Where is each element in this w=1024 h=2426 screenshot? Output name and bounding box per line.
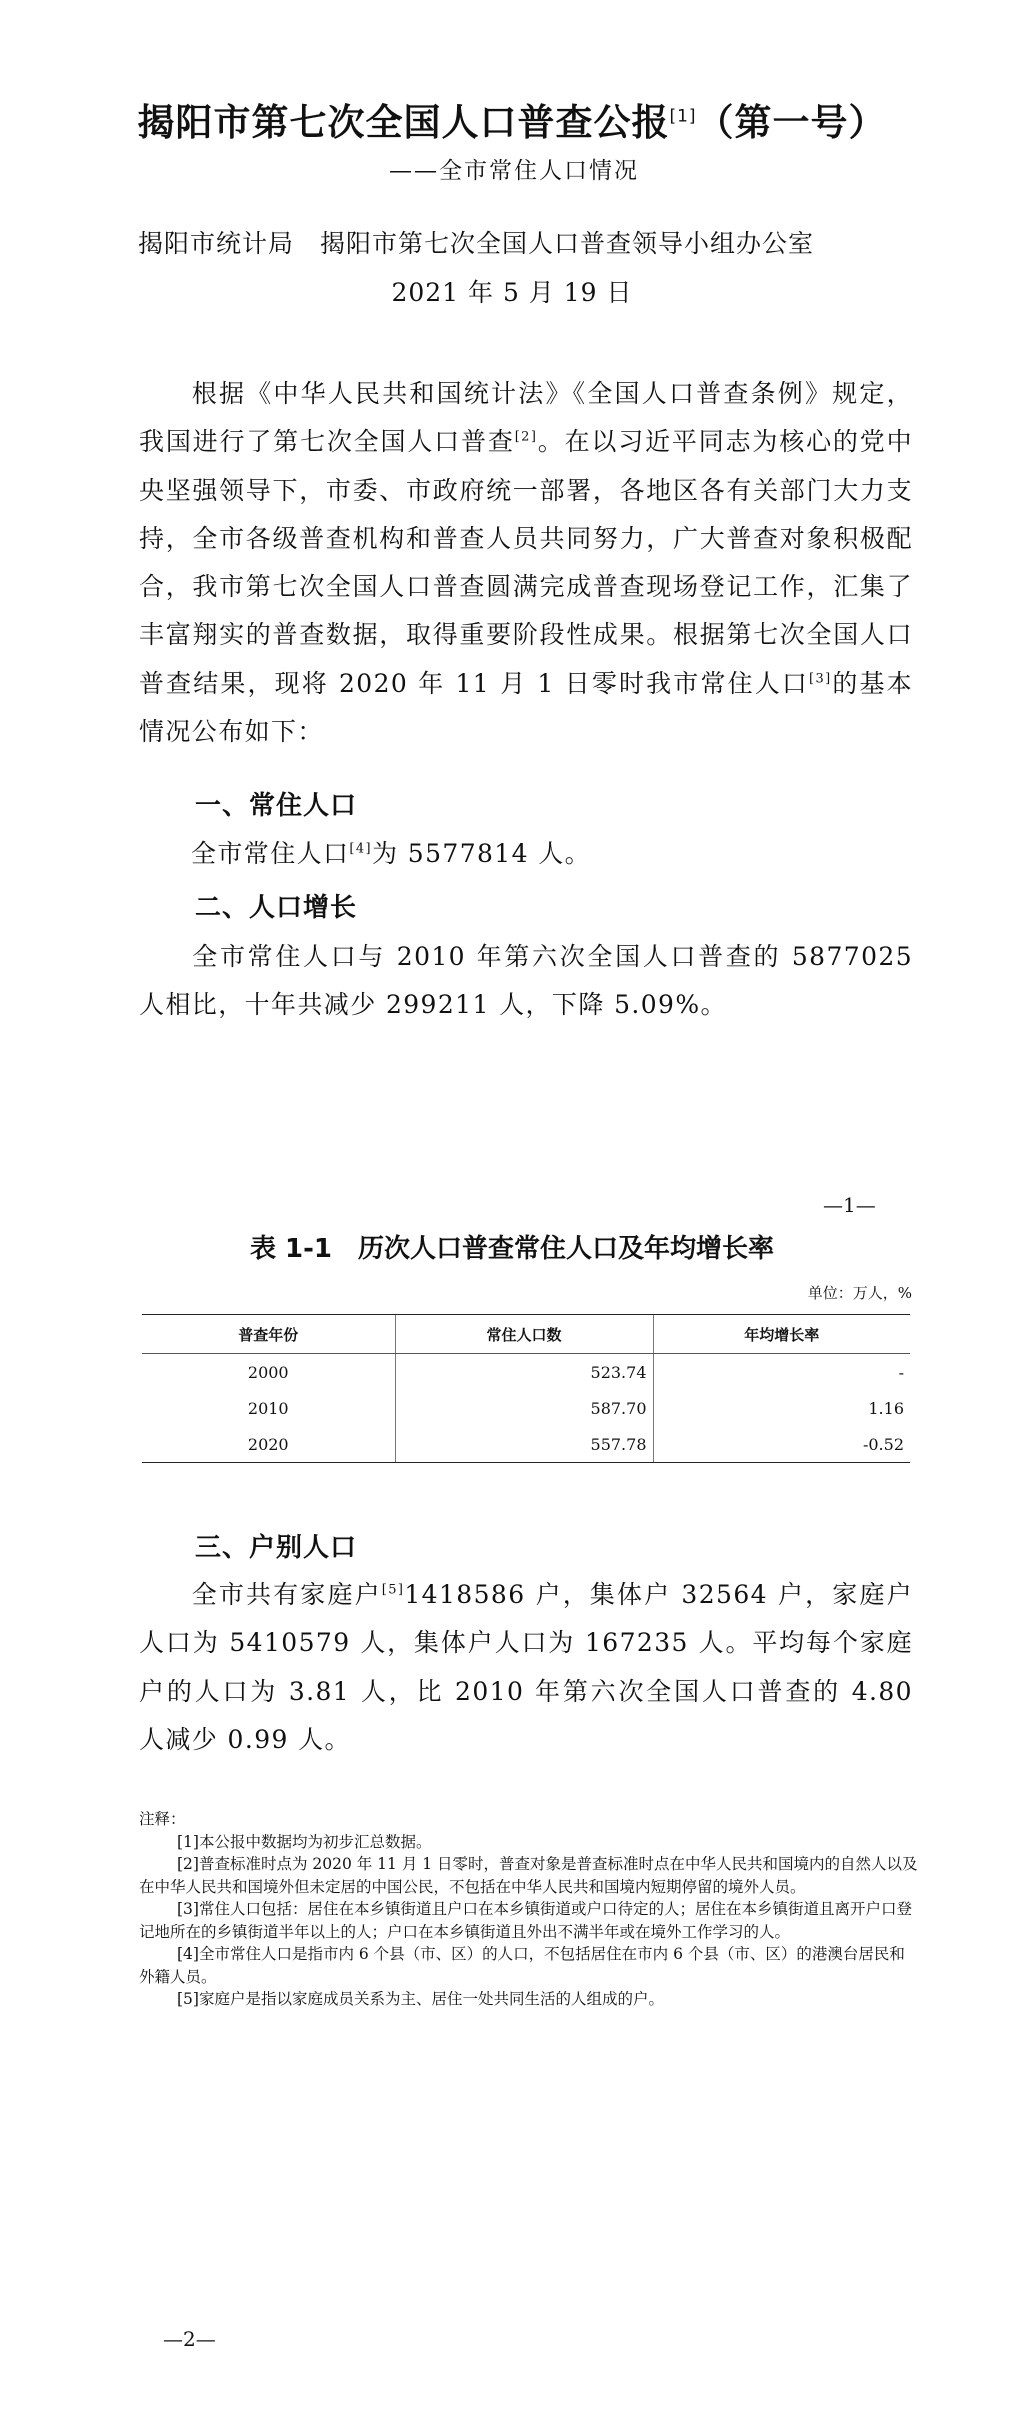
section-heading-3: 三、户别人口 [195, 1533, 358, 1563]
intro-text-a: 根据《中华人民共和国统计法》《全国人口普查条例》规定，我国进行了第七次全国人口普查 [139, 379, 913, 457]
table-cell: 2020 [142, 1426, 395, 1463]
title-text: 揭阳市第七次全国人口普查公报 [137, 101, 670, 144]
table-cell: 523.74 [395, 1354, 653, 1391]
page-subtitle: ——全市常住人口情况 [389, 158, 639, 184]
table-row [142, 1354, 910, 1391]
publish-date: 2021 年 5 月 19 日 [391, 278, 633, 307]
issuing-authorities: 揭阳市统计局 揭阳市第七次全国人口普查领导小组办公室 [138, 229, 815, 258]
section3-text-a: 全市共有家庭户 [191, 1580, 382, 1609]
footnote-ref: [2] [514, 429, 538, 445]
footnotes [139, 1808, 919, 2011]
footnote-ref: [5] [381, 1582, 405, 1598]
table-header-row [142, 1315, 910, 1354]
table-unit: 单位：万人，% [807, 1284, 912, 1302]
page-number: —2— [163, 2327, 216, 2351]
footnote-item: [1]本公报中数据均为初步汇总数据。 [177, 1832, 432, 1851]
footnotes-label: 注释： [139, 1810, 186, 1828]
section-heading-2: 二、人口增长 [195, 893, 358, 923]
footnote-item: [2]普查标准时点为 2020 年 11 月 1 日零时，普查对象是普查标准时点在中华人民共和国境内的自然人以及在中华人民共和国境外但未定居的中国公民，不包括在中华人民共和国境内短期停留的境外人员。 [139, 1855, 918, 1896]
column-header: 普查年份 [142, 1315, 395, 1354]
footnote-ref: [4] [349, 841, 373, 857]
column-header: 常住人口数 [395, 1315, 653, 1354]
page-title [0, 92, 1024, 146]
section3-paragraph [139, 1571, 913, 1764]
table-cell: 557.78 [395, 1426, 653, 1463]
table-title: 表 1-1 历次人口普查常住人口及年均增长率 [249, 1234, 775, 1264]
table-row [142, 1390, 910, 1426]
intro-paragraph [139, 370, 913, 756]
table-cell: -0.52 [653, 1426, 910, 1463]
table-cell: 2010 [247, 1398, 289, 1418]
footnote-ref: [3] [808, 671, 832, 687]
page-number: —1— [823, 1193, 876, 1217]
section1-text-a: 全市常住人口 [191, 839, 350, 868]
section2-text: 全市常住人口与 2010 年第六次全国人口普查的 5877025 人相比，十年共减少 299211 人，下降 5.09%。 [139, 942, 913, 1020]
title-suffix: （第一号） [696, 101, 887, 144]
footnote-item: [5]家庭户是指以家庭成员关系为主、居住一处共同生活的人组成的户。 [177, 1990, 664, 2008]
footnote-item: [3]常住人口包括：居住在本乡镇街道且户口在本乡镇街道或户口待定的人；居住在本乡镇街道且离开户口登记地所在的乡镇街道半年以上的人；户口在本乡镇街道且外出不满半年或在境外工作学习的人。 [139, 1900, 912, 1941]
intro-text-c: 的基本情况公布如下： [139, 668, 913, 747]
intro-text-b: 。在以习近平同志为核心的党中央坚强领导下，市委、市政府统一部署，各地区各有关部门大力支持，全市各级普查机构和普查人员共同努力，广大普查对象积极配合，我市第七次全国人口普查圆满完成普查现场登记工作，汇集了丰富翔实的普查数据，取得重要阶段性成果。根据第七次全国人口普查结果，现将 2020 年 11 月 1 日零时我市常住人口 [139, 427, 913, 698]
table-cell: 587.70 [395, 1390, 653, 1426]
table-cell: - [653, 1354, 910, 1391]
footnote-item: [4]全市常住人口是指市内 6 个县（市、区）的人口，不包括居住在市内 6 个县（市、区）的港澳台居民和外籍人员。 [139, 1945, 905, 1986]
footnote-ref: [1] [669, 106, 697, 127]
section3-text-b: 1418586 户，集体户 32564 户，家庭户人口为 5410579 人，集体户人口为 167235 人。平均每个家庭户的人口为 3.81 人，比 2010 年第六次全国人口普查的 4.80 人减少 0.99 人。 [139, 1580, 913, 1754]
section1-paragraph [139, 830, 913, 878]
census-table [142, 1314, 910, 1463]
section2-paragraph [139, 933, 913, 1030]
section1-text-b: 为 5577814 人。 [372, 839, 592, 868]
table-cell: 1.16 [653, 1390, 910, 1426]
table-row [142, 1426, 910, 1463]
column-header: 年均增长率 [653, 1315, 910, 1354]
section-heading-1: 一、常住人口 [195, 791, 358, 821]
table-cell: 2000 [247, 1362, 289, 1382]
